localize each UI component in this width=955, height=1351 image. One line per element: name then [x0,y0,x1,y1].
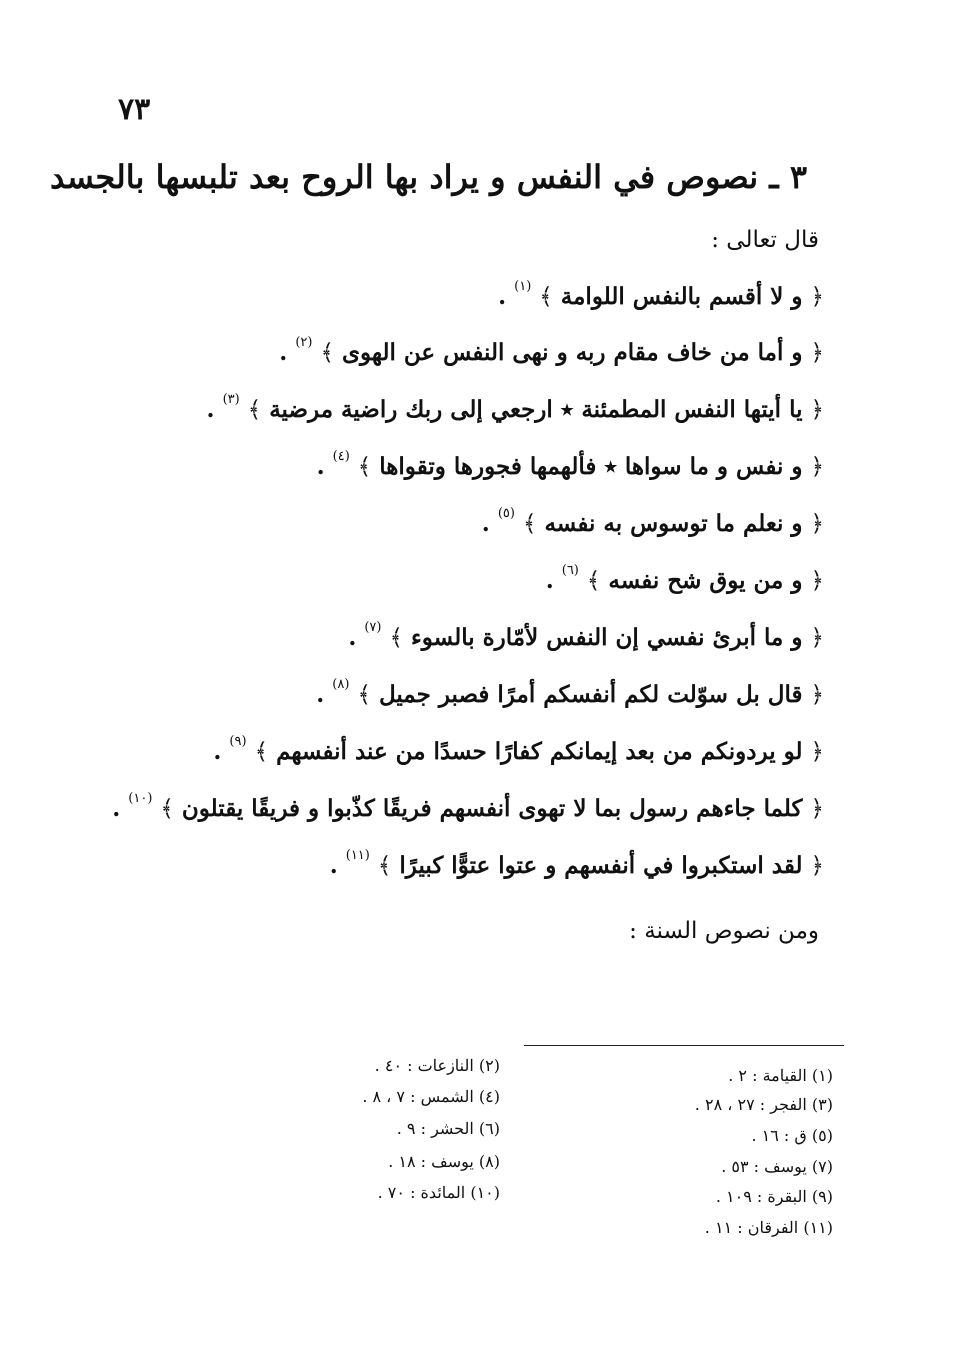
bracket-open: ﴿ [810,568,824,594]
footnote: (١) القيامة : ٢ . [728,1066,833,1085]
verse-text: لو يردونكم من بعد إيمانكم كفارًا حسدًا من عند أنفسهم [276,738,803,765]
bracket-close: ﴾ [539,284,553,310]
verse-ref: (٩) [229,734,247,749]
footnote: (٦) الحشر : ٩ . [396,1119,500,1138]
bracket-open: ﴿ [810,682,824,708]
verse-line: ﴿ و من يوق شح نفسه ﴾ $^{(٦)}$ . [545,563,824,594]
footnote-divider [524,1045,844,1046]
verse-text: و نفس و ما سواها ٭ فألهمها فجورها وتقواها [379,453,803,480]
bracket-open: ﴿ [810,284,824,310]
verse-line: ﴿ و نفس و ما سواها ٭ فألهمها فجورها وتقواها ﴾ $^{(٤)}$ . [316,449,824,480]
verse-text: و أما من خاف مقام ربه و نهى النفس عن الهوى [341,339,803,366]
verse-line: ﴿ و لا أقسم بالنفس اللوامة ﴾ $^{(١)}$ . [498,279,824,310]
bracket-close: ﴾ [522,511,537,537]
footnote: (١٠) المائدة : ٧٠ . [377,1183,500,1202]
verse-text: كلما جاءهم رسول بما لا تهوى أنفسهم فريقًا كذّبوا و فريقًا يقتلون [181,795,803,822]
footnote: (٥) ق : ١٦ . [751,1126,833,1145]
verse-ref: (١٠) [128,791,153,806]
bracket-close: ﴾ [357,682,371,708]
verse-line: ﴿ و ما أبرئ نفسي إن النفس لأمّارة بالسوء ﴾ $^{(٧)}$ . [348,620,824,651]
verse-line: ﴿ قال بل سوّلت لكم أنفسكم أمرًا فصبر جميل ﴾ $^{(٨)}$ . [316,677,824,708]
bracket-open: ﴿ [810,454,824,480]
bracket-close: ﴾ [377,853,392,879]
bracket-close: ﴾ [357,454,372,480]
bracket-open: ﴿ [810,511,824,537]
verse-ref: (١) [514,279,532,294]
bracket-close: ﴾ [247,397,262,423]
verse-text: و لا أقسم بالنفس اللوامة [560,283,803,310]
bracket-close: ﴾ [320,340,334,366]
verse-line: ﴿ لو يردونكم من بعد إيمانكم كفارًا حسدًا من عند أنفسهم ﴾ $^{(٩)}$ . [213,734,824,765]
verse-ref: (٦) [561,563,579,578]
verse-text: قال بل سوّلت لكم أنفسكم أمرًا فصبر جميل [378,681,803,708]
verse-ref: (٧) [364,620,382,635]
verse-line: ﴿ و أما من خاف مقام ربه و نهى النفس عن الهوى ﴾ $^{(٢)}$ . [279,335,824,366]
verse-ref: (١١) [345,848,370,863]
page-number: ٧٣ [118,92,151,127]
verse-ref: (٤) [332,449,350,464]
intro-text: قال تعالى : [711,227,819,253]
verse-ref: (٢) [295,335,313,350]
footnote: (٧) يوسف : ٥٣ . [721,1157,833,1176]
verse-text: و ما أبرئ نفسي إن النفس لأمّارة بالسوء [410,624,803,651]
verse-text: و نعلم ما توسوس به نفسه [544,510,803,537]
bracket-close: ﴾ [254,739,269,765]
bracket-open: ﴿ [810,340,824,366]
footnote: (١١) الفرقان : ١١ . [704,1218,833,1237]
bracket-open: ﴿ [810,853,824,879]
footnote: (٢) النازعات : ٤٠ . [374,1056,500,1075]
verse-text: و من يوق شح نفسه [608,567,803,594]
bracket-open: ﴿ [810,739,824,765]
verse-ref: (٥) [497,506,515,521]
verse-line: ﴿ يا أيتها النفس المطمئنة ٭ ارجعي إلى ربك راضية مرضية ﴾ $^{(٣)}$ . [206,392,824,423]
footnote: (٣) الفجر : ٢٧ ، ٢٨ . [694,1095,833,1114]
verse-line: ﴿ كلما جاءهم رسول بما لا تهوى أنفسهم فريقًا كذّبوا و فريقًا يقتلون ﴾ $^{(١٠)}$ . [112,791,824,822]
bracket-close: ﴾ [389,625,403,651]
footnote: (٤) الشمس : ٧ ، ٨ . [362,1087,500,1106]
verse-text: لقد استكبروا في أنفسهم و عتوا عتوًّا كبيرًا [399,852,803,879]
section-heading: ٣ ـ نصوص في النفس و يراد بها الروح بعد تلبسها بالجسد [50,158,807,196]
footnote: (٨) يوسف : ١٨ . [388,1152,500,1171]
bracket-close: ﴾ [160,796,174,822]
bracket-close: ﴾ [586,568,601,594]
bracket-open: ﴿ [810,397,824,423]
footnote: (٩) البقرة : ١٠٩ . [715,1187,833,1206]
bracket-open: ﴿ [810,796,824,822]
verse-line: ﴿ لقد استكبروا في أنفسهم و عتوا عتوًّا كبيرًا ﴾ $^{(١١)}$ . [329,848,824,879]
verse-line: ﴿ و نعلم ما توسوس به نفسه ﴾ $^{(٥)}$ . [481,506,824,537]
sunnah-intro: ومن نصوص السنة : [629,918,819,944]
verse-text: يا أيتها النفس المطمئنة ٭ ارجعي إلى ربك راضية مرضية [269,396,803,423]
verse-ref: (٨) [332,677,350,692]
bracket-open: ﴿ [810,625,824,651]
verse-ref: (٣) [222,392,240,407]
